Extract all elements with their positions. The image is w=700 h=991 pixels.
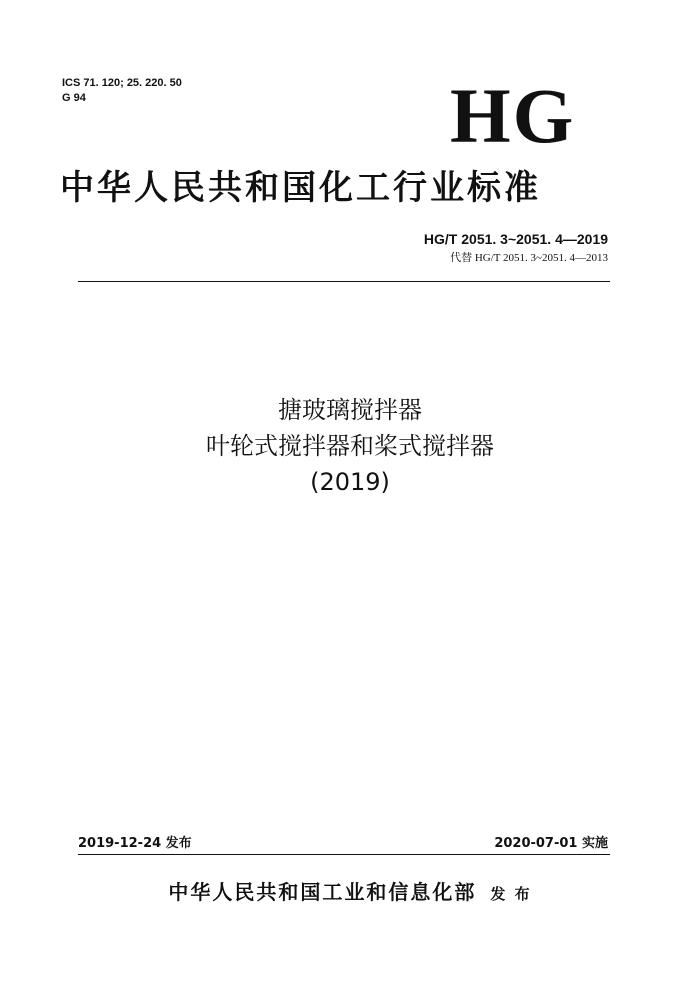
publisher-line bbox=[0, 878, 700, 908]
top-divider bbox=[78, 281, 610, 282]
title-line-3: (2019) bbox=[310, 468, 390, 496]
replaced-standard: 代替 HG/T 2051. 3~2051. 4—2013 bbox=[450, 252, 608, 264]
standard-number: HG/T 2051. 3~2051. 4—2019 bbox=[423, 231, 608, 247]
implementation-date: 2020-07-01 实施 bbox=[494, 836, 608, 851]
document-title bbox=[0, 392, 700, 500]
classification-codes bbox=[62, 76, 182, 106]
hg-logo: HG bbox=[450, 72, 576, 159]
industry-standard-title: 中华人民共和国化工行业标准 bbox=[60, 168, 541, 208]
title-line-1: 搪玻璃搅拌器 bbox=[278, 396, 422, 424]
publisher-suffix: 发 布 bbox=[490, 885, 532, 903]
ccs-code: G 94 bbox=[62, 92, 86, 104]
issue-date: 2019-12-24 发布 bbox=[78, 836, 192, 851]
ics-code: ICS 71. 120; 25. 220. 50 bbox=[62, 77, 182, 89]
publisher-name: 中华人民共和国工业和信息化部 bbox=[168, 880, 477, 904]
bottom-divider bbox=[78, 854, 610, 855]
title-line-2: 叶轮式搅拌器和桨式搅拌器 bbox=[206, 432, 494, 460]
